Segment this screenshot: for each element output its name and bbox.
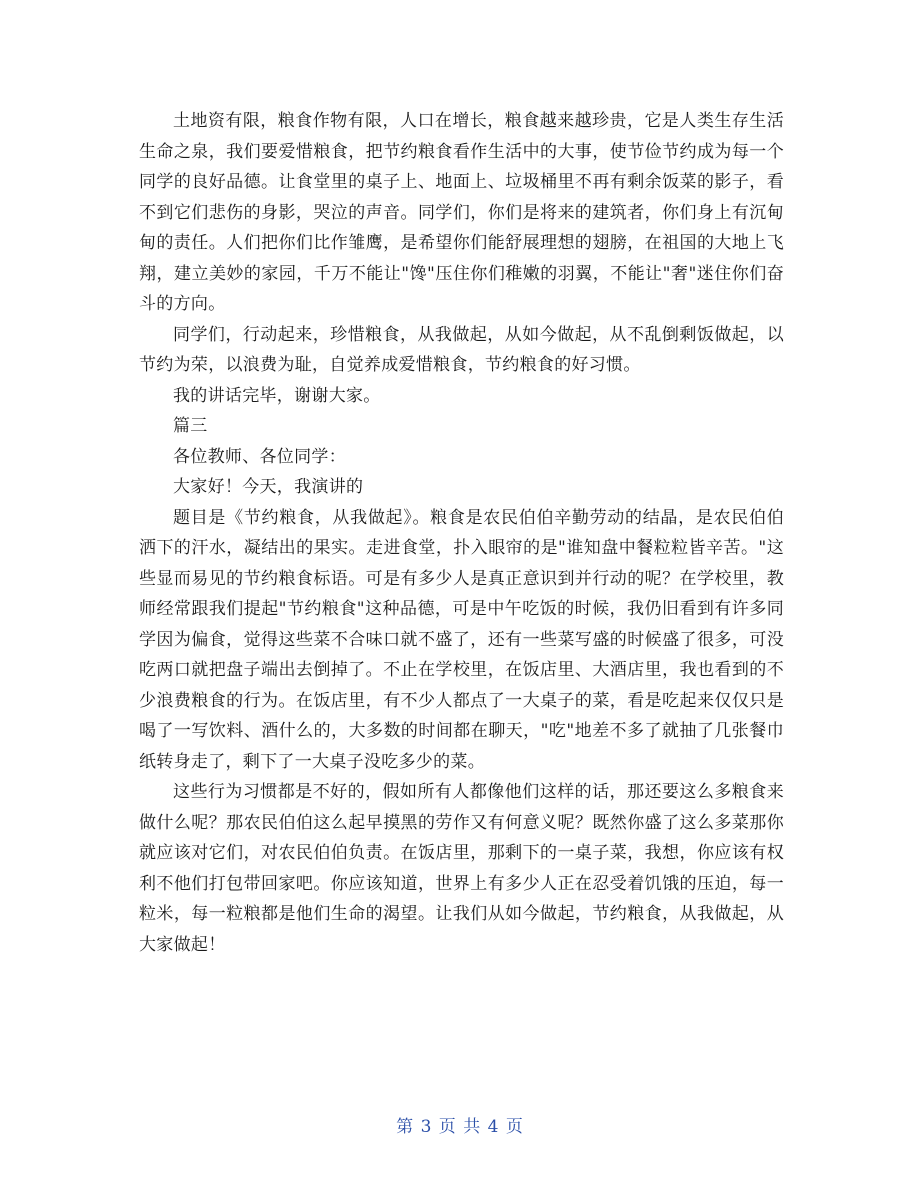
paragraph-8: 这些行为习惯都是不好的，假如所有人都像他们这样的话，那还要这么多粮食来做什么呢？那农民伯伯这么起早摸黑的劳作又有何意义呢？既然你盛了这么多菜那你就应该对它们，对农民伯伯负责。在饭店里，那剩下的一桌子菜，我想，你应该有权利不他们打包带回家吧。你应该知道，世界上有多少人正在忍受着饥饿的压迫，每一粒米，每一粒粮都是他们生命的渴望。让我们从如今做起，节约粮食，从我做起，从大家做起！ xyxy=(139,782,784,955)
document-body xyxy=(139,106,784,960)
paragraph-7: 题目是《节约粮食，从我做起》。粮食是农民伯伯辛勤劳动的结晶，是农民伯伯洒下的汗水，凝结出的果实。走进食堂，扑入眼帘的是"谁知盘中餐粒粒皆辛苦。"这些显而易见的节约粮食标语。可是有多少人是真正意识到并行动的呢？在学校里，教师经常跟我们提起"节约粮食"这种品德，可是中午吃饭的时候，我仍旧看到有许多同学因为偏食，觉得这些菜不合味口就不盛了，还有一些菜写盛的时候盛了很多，可没吃两口就把盘子端出去倒掉了。不止在学校里，在饭店里、大酒店里，我也看到的不少浪费粮食的行为。在饭店里，有不少人都点了一大桌子的菜，看是吃起来仅仅只是喝了一写饮料、酒什么的，大多数的时间都在聊天，"吃"地差不多了就抽了几张餐巾纸转身走了，剩下了一大桌子没吃多少的菜。 xyxy=(139,507,784,772)
salutation: 各位教师、各位同学： xyxy=(173,446,346,467)
paragraph-3: 我的讲话完毕，谢谢大家。 xyxy=(173,385,381,406)
paragraph-1: 土地资有限，粮食作物有限，人口在增长，粮食越来越珍贵，它是人类生存生活生命之泉，我们要爱惜粮食，把节约粮食看作生活中的大事，使节俭节约成为每一个同学的良好品德。让食堂里的桌子上、地面上、垃圾桶里不再有剩余饭菜的影子，看不到它们悲伤的身影，哭泣的声音。同学们，你们是将来的建筑者，你们身上有沉甸甸的责任。人们把你们比作雏鹰，是希望你们能舒展理想的翅膀，在祖国的大地上飞翔，建立美妙的家园，千万不能让"馋"压住你们稚嫩的羽翼，不能让"奢"迷住你们奋斗的方向。 xyxy=(139,111,784,314)
greeting: 大家好！今天，我演讲的 xyxy=(173,477,364,497)
page-number-footer: 第 3 页 共 4 页 xyxy=(396,1117,524,1137)
paragraph-2: 同学们，行动起来，珍惜粮食，从我做起，从如今做起，从不乱倒剩饭做起，以节约为荣，以浪费为耻，自觉养成爱惜粮食，节约粮食的好习惯。 xyxy=(139,324,784,375)
section-heading: 篇三 xyxy=(173,416,208,436)
